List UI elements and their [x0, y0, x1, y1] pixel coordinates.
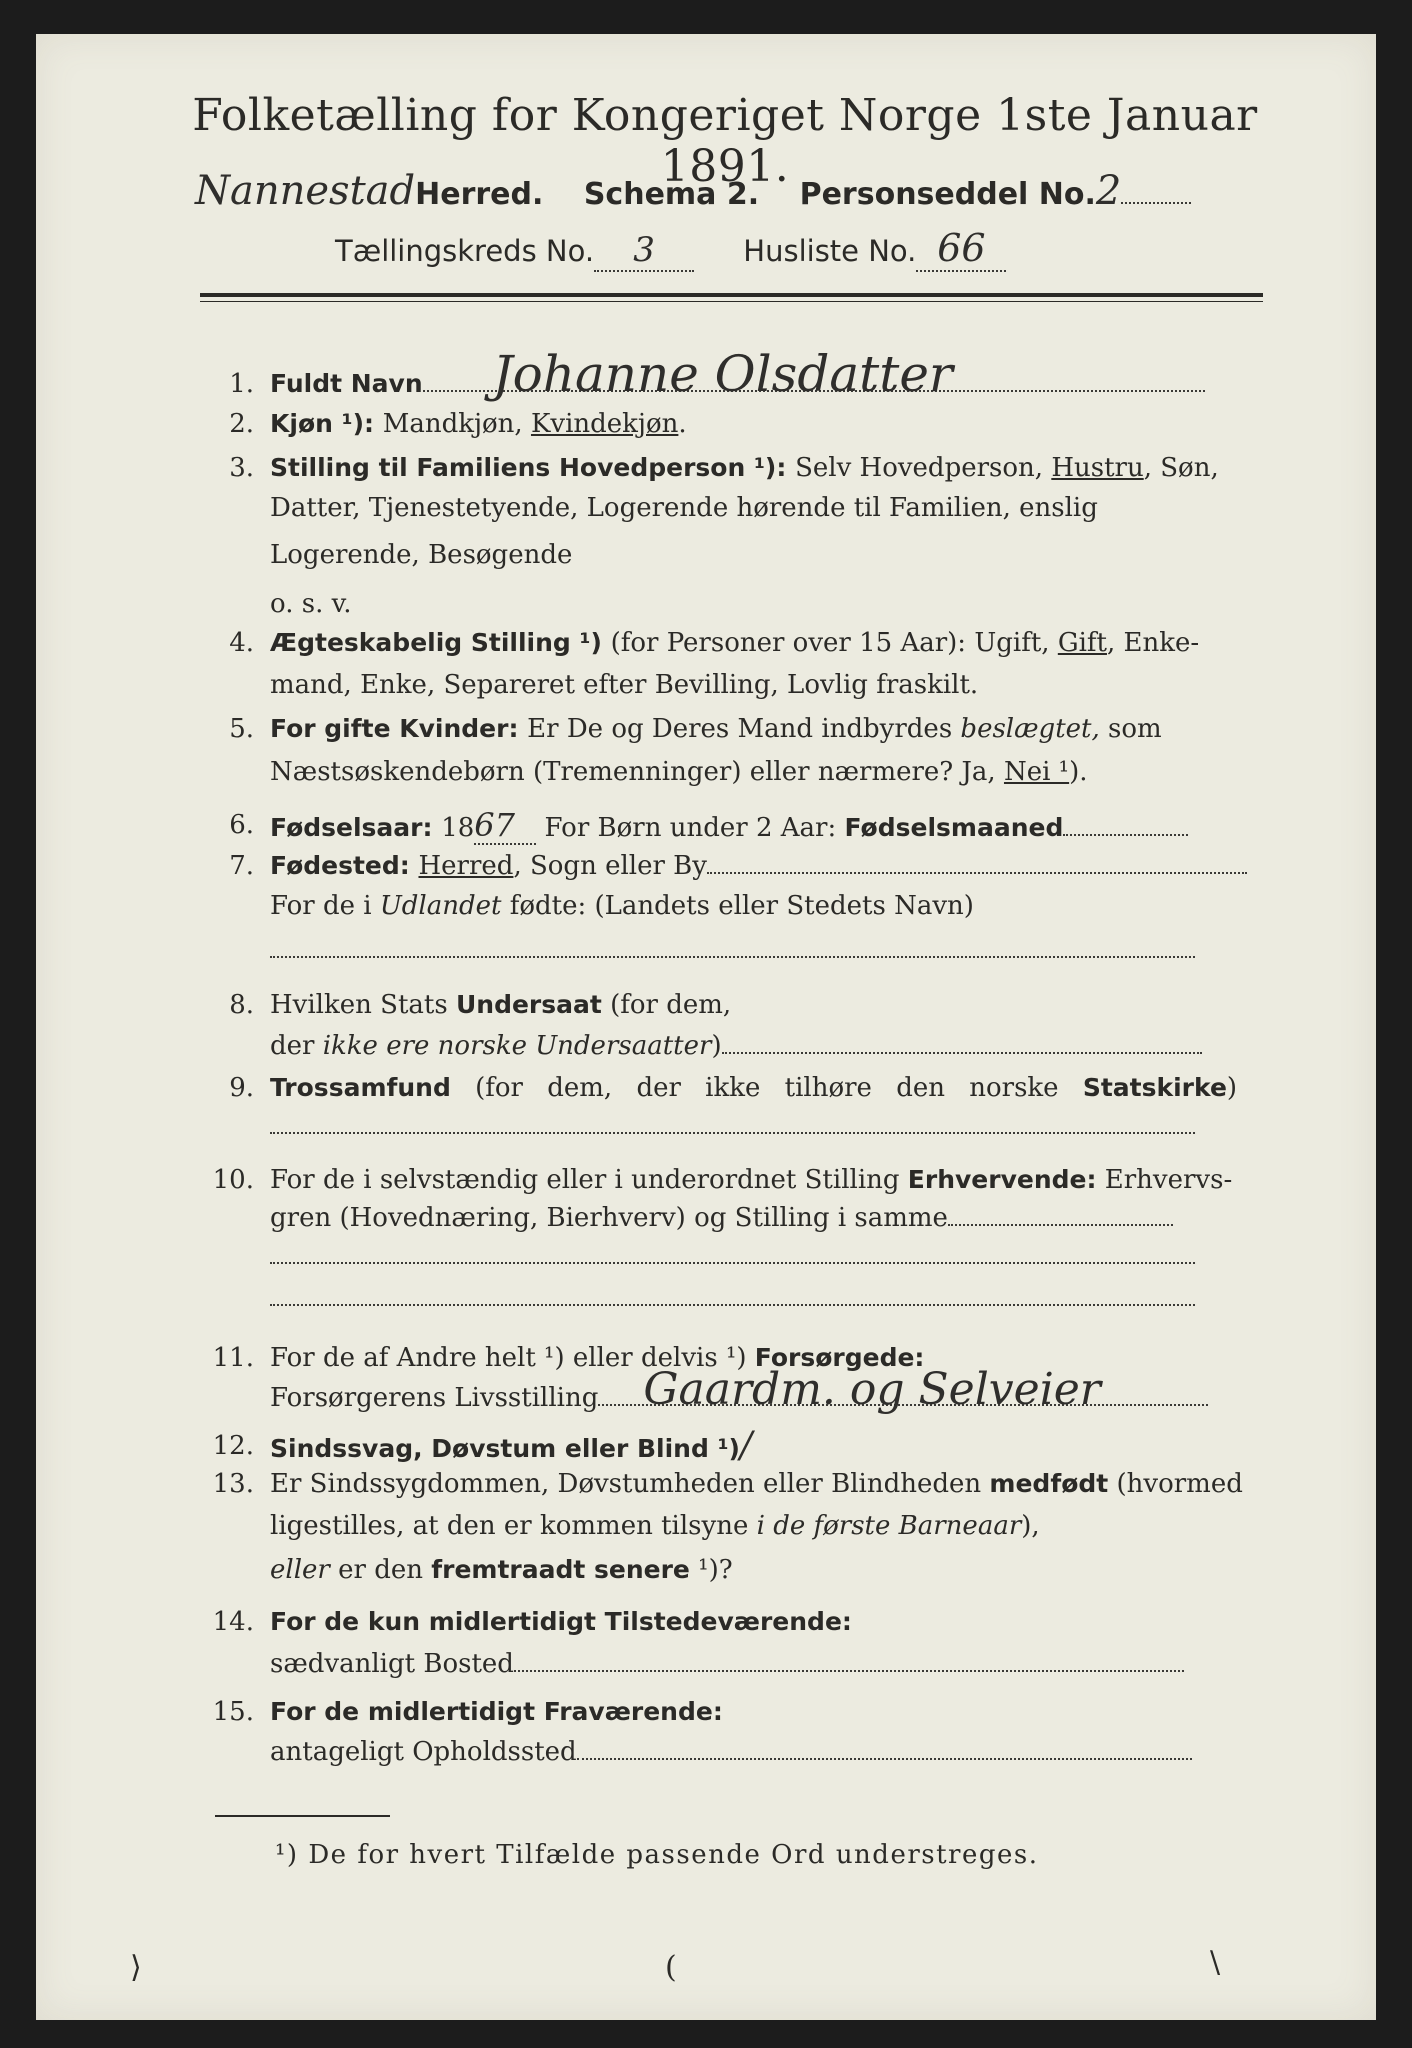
- herred-underlined: Herred: [418, 851, 514, 881]
- taellingskreds-number: 3: [594, 230, 694, 272]
- kvindekjon-underlined: Kvindekjøn: [530, 409, 679, 439]
- edge-mark: ⟩: [130, 1950, 142, 1985]
- footnote-rule: [215, 1815, 390, 1817]
- schema-label: Schema 2.: [583, 177, 760, 212]
- form-subheader: [195, 168, 1295, 222]
- herred-handwritten: Nannestad: [195, 168, 416, 214]
- birth-year-value: 67: [474, 807, 536, 845]
- husliste-number: 66: [916, 226, 1006, 272]
- full-name-value: Johanne Olsdatter: [492, 345, 953, 403]
- edge-mark: \: [1210, 1945, 1221, 1980]
- nei-underlined: Nei ¹: [1003, 757, 1070, 787]
- personseddel-label: Personseddel No.: [799, 177, 1096, 212]
- hustru-underlined: Hustru: [1051, 453, 1144, 483]
- dotted-fill: [1121, 202, 1191, 204]
- field-12-mark: /: [739, 1425, 753, 1466]
- full-name-field: [423, 345, 1205, 403]
- husliste-label: Husliste No.: [743, 234, 917, 268]
- herred-label: Herred.: [415, 177, 544, 212]
- edge-mark: (: [665, 1950, 677, 1985]
- gift-underlined: Gift: [1057, 628, 1107, 658]
- personseddel-number: 2: [1095, 168, 1122, 214]
- form-subheader-2: [335, 226, 1235, 276]
- taellingskreds-label: Tællingskreds No.: [335, 234, 595, 268]
- header-rule: [200, 293, 1263, 297]
- header-rule-thin: [200, 301, 1263, 302]
- forsorger-occupation-value: Gaardm. og Selveier: [643, 1364, 1101, 1415]
- form-title: Folketælling for Kongeriget Norge 1ste Januar 1891.: [192, 90, 1258, 192]
- footnote: ¹) De for hvert Tilfælde passende Ord understreges.: [275, 1840, 1039, 1870]
